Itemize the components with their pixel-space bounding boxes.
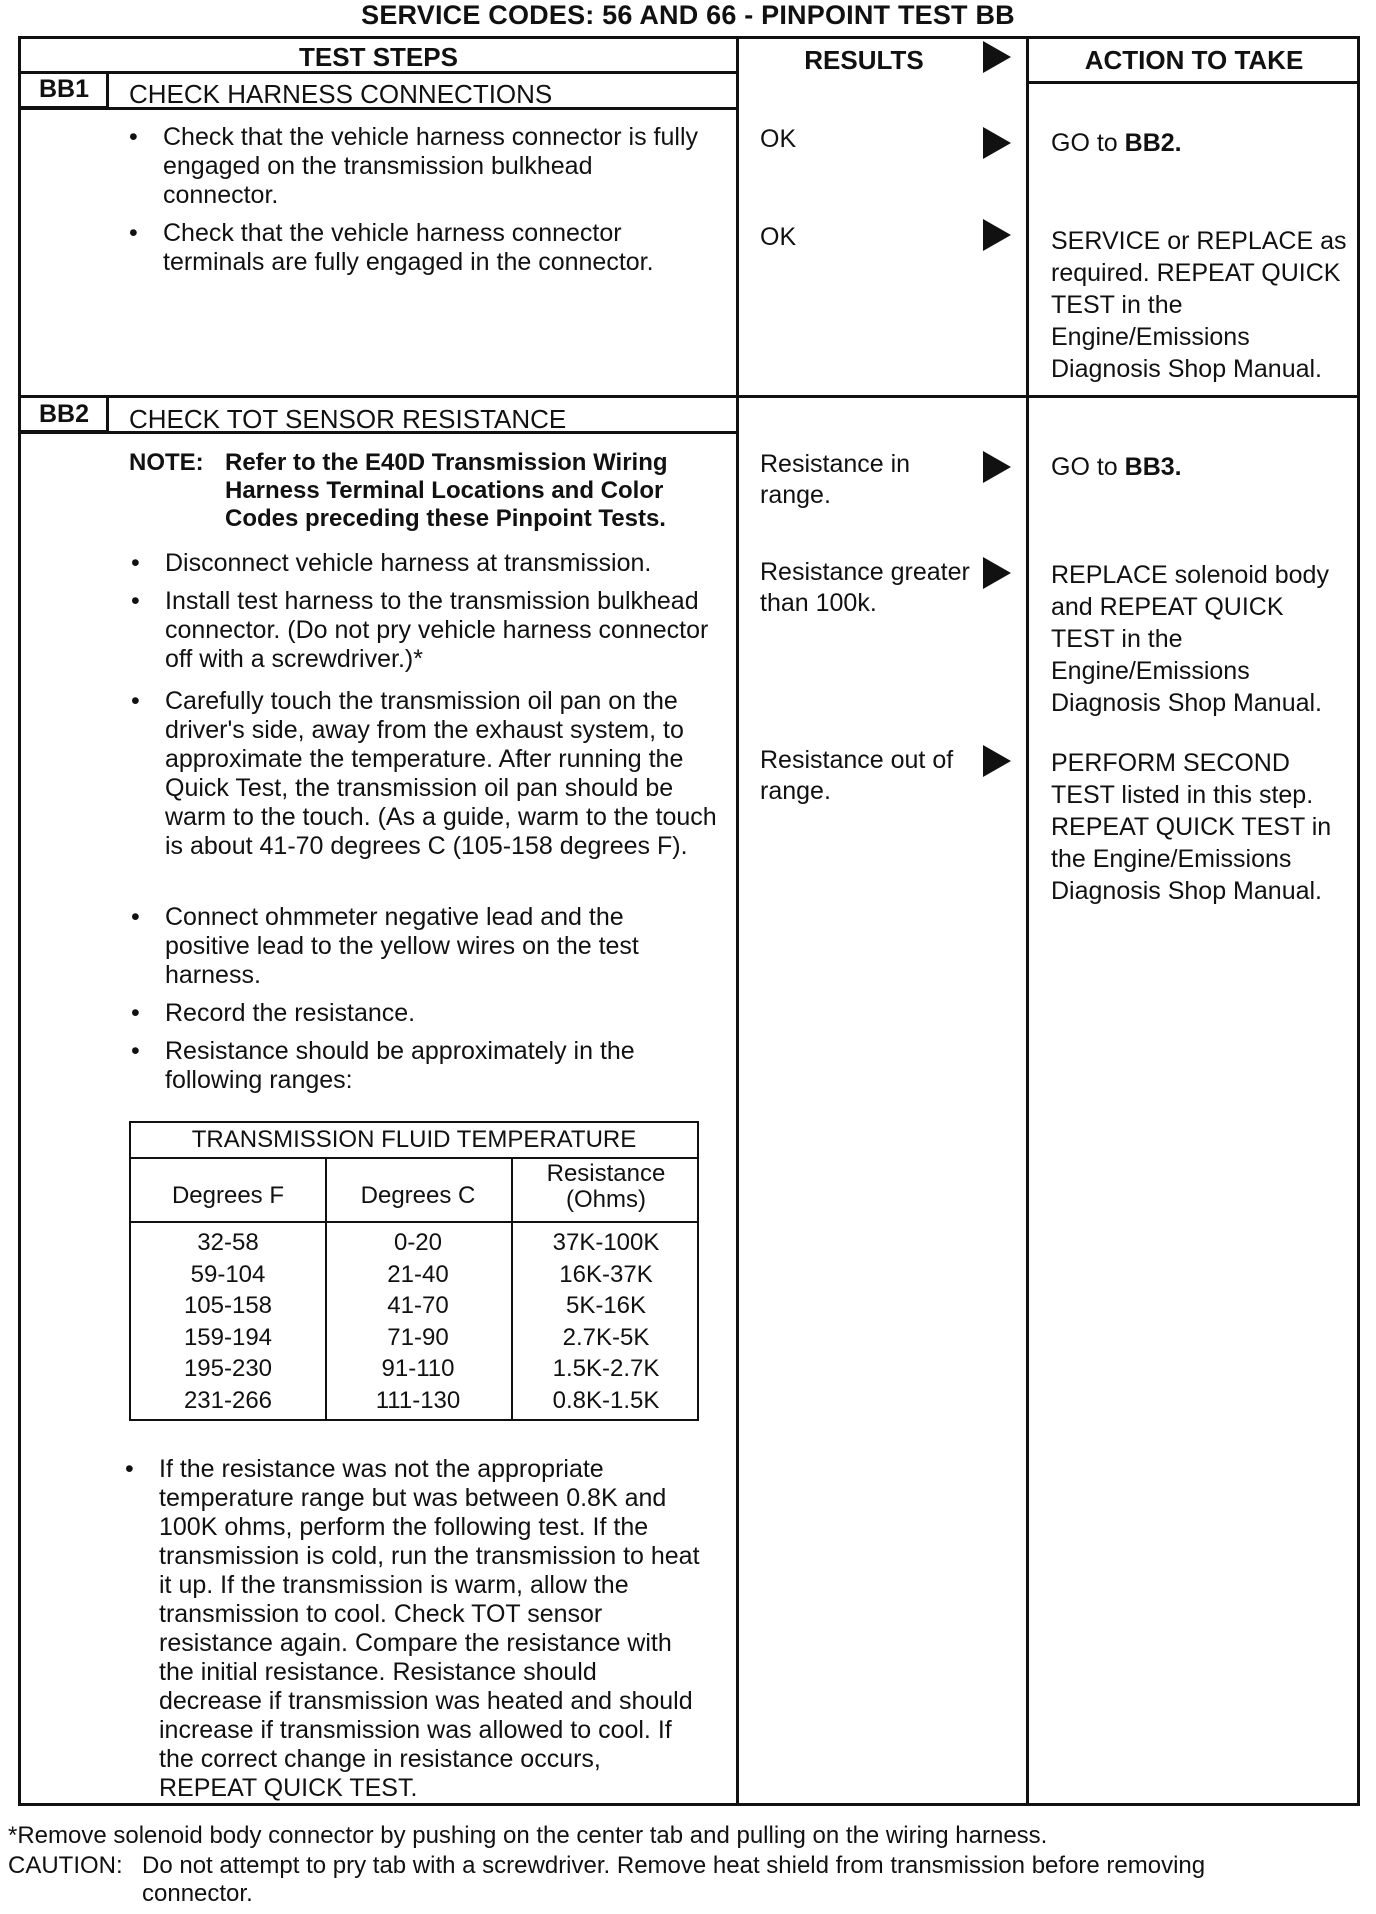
- temperature-table-caption: TRANSMISSION FLUID TEMPERATURE: [131, 1123, 697, 1159]
- table-cell: 21-40: [387, 1260, 449, 1288]
- bb2-result-3: Resistance out of range.: [760, 746, 954, 805]
- table-cell: 111-130: [375, 1386, 461, 1414]
- table-cell: 37K-100K: [552, 1229, 660, 1256]
- bb2-bullet-1: • Disconnect vehicle harness at transmission.: [165, 549, 710, 578]
- bb1-bullet-2: • Check that the vehicle harness connector terminals are fully engaged in the connector.: [163, 219, 708, 277]
- table-cell: 59-104: [190, 1260, 266, 1288]
- temperature-table-col-divider: [511, 1157, 513, 1419]
- bb2-action-2: REPLACE solenoid body and REPEAT QUICK TEST in the Engine/Emissions Diagnosis Shop Manual.: [1051, 561, 1329, 717]
- bb2-result-1-arrow-icon: [983, 451, 1011, 483]
- temperature-table-col-f: [131, 1227, 325, 1416]
- bb1-step-id: BB1: [38, 75, 89, 103]
- temperature-table-col-ohms: [515, 1227, 697, 1416]
- column-divider-action: [1026, 39, 1029, 1803]
- table-cell: 32-58: [197, 1229, 259, 1256]
- bb2-title-divider: [21, 431, 736, 434]
- table-cell: 5K-16K: [565, 1292, 647, 1319]
- header-action: ACTION TO TAKE: [1084, 45, 1304, 75]
- bb2-bullet-6: • Resistance should be approximately in the following ranges:: [165, 1037, 710, 1095]
- bb1-action-2: SERVICE or REPLACE as required. REPEAT QUICK TEST in the Engine/Emissions Diagnosis Shop Manual.: [1051, 227, 1347, 383]
- bb2-final-bullet: • If the resistance was not the appropriate temperature range but was between 0.8K and 100K ohms, perform the following test. If the transmission is cold, run the transmission to heat it up. If the transmission is warm, allow the transmission to cool. Check TOT sensor resistance again. Compare the resistance with the initial resistance. Resistance should decrease if transmission was heated and should increase if transmission was allowed to cool. If the correct change in resistance occurs, REPEAT QUICK TEST.: [159, 1455, 704, 1803]
- bb1-result-1-arrow-icon: [983, 127, 1011, 159]
- table-cell: 71-90: [387, 1323, 449, 1351]
- header-arrow-icon: [983, 41, 1011, 73]
- bb2-action-1: GO to BB3.: [1051, 453, 1182, 481]
- temperature-table-header-divider: [131, 1221, 697, 1223]
- table-cell: 105-158: [183, 1292, 273, 1319]
- bb2-result-2: Resistance greater than 100k.: [760, 558, 970, 617]
- temperature-table: [129, 1121, 699, 1421]
- bb2-action-3: PERFORM SECOND TEST listed in this step. REPEAT QUICK TEST in the Engine/Emissions Diagnosis Shop Manual.: [1051, 749, 1332, 905]
- header-results: RESULTS: [804, 45, 924, 75]
- temperature-table-col-c: [325, 1227, 511, 1416]
- table-cell: 159-194: [183, 1323, 273, 1351]
- table-cell: 91-110: [381, 1355, 455, 1382]
- bb2-step-id: BB2: [38, 400, 89, 428]
- bb2-result-3-arrow-icon: [983, 745, 1011, 777]
- caution-label: CAUTION:: [8, 1852, 123, 1879]
- bb2-bullet-4: • Connect ohmmeter negative lead and the positive lead to the yellow wires on the test harness.: [165, 903, 710, 990]
- footnote-remove-connector: *Remove solenoid body connector by pushing on the center tab and pulling on the wiring harness.: [8, 1822, 1048, 1849]
- bb1-result-2-arrow-icon: [983, 219, 1011, 251]
- bb1-title-divider: [21, 107, 736, 110]
- bb2-note-label: NOTE:: [129, 449, 204, 476]
- column-divider-results: [736, 39, 739, 1803]
- page-title: SERVICE CODES: 56 AND 66 - PINPOINT TEST BB: [361, 0, 1015, 30]
- table-cell: 0-20: [393, 1229, 443, 1256]
- table-cell: 16K-37K: [559, 1260, 653, 1288]
- caution-text: Do not attempt to pry tab with a screwdriver. Remove heat shield from transmission before removing connector.: [142, 1852, 1206, 1907]
- table-cell: 41-70: [387, 1292, 449, 1319]
- bb2-step-title: CHECK TOT SENSOR RESISTANCE: [129, 404, 567, 434]
- bb2-result-2-arrow-icon: [983, 557, 1011, 589]
- table-cell: 231-266: [183, 1386, 273, 1414]
- pinpoint-test-table: [18, 36, 1360, 1806]
- bb2-bullet-3: • Carefully touch the transmission oil pan on the driver's side, away from the exhaust system, to approximate the temperature. After running the Quick Test, the transmission oil pan should be warm to the touch. (As a guide, warm to the touch is about 41-70 degrees C (105-158 degrees F).: [165, 687, 720, 861]
- table-cell: 1.5K-2.7K: [552, 1355, 660, 1382]
- bb1-step-title: CHECK HARNESS CONNECTIONS: [129, 79, 553, 109]
- header-divider-steps: [21, 71, 736, 74]
- bb1-action-1: GO to BB2.: [1051, 129, 1182, 157]
- bb2-bullet-5: • Record the resistance.: [165, 999, 710, 1028]
- bb1-result-2: OK: [760, 223, 797, 251]
- table-cell: 0.8K-1.5K: [552, 1386, 660, 1414]
- bb2-bullet-2: • Install test harness to the transmission bulkhead connector. (Do not pry vehicle harness connector off with a screwdriver.)*: [165, 587, 710, 674]
- temperature-table-header-c: Degrees C: [360, 1182, 476, 1209]
- table-cell: 195-230: [183, 1355, 273, 1382]
- table-cell: 2.7K-5K: [562, 1323, 650, 1351]
- bb1-result-1: OK: [760, 125, 797, 153]
- bb1-bullet-1: • Check that the vehicle harness connector is fully engaged on the transmission bulkhead connector.: [163, 123, 708, 210]
- temperature-table-header-ohms: Resistance (Ohms): [546, 1160, 666, 1213]
- temperature-table-header-f: Degrees F: [171, 1182, 285, 1209]
- section-divider: [21, 395, 1360, 398]
- bb2-result-1: Resistance in range.: [760, 450, 911, 509]
- header-test-steps: TEST STEPS: [299, 42, 458, 72]
- header-divider-action: [1026, 81, 1360, 84]
- bb2-note-text: Refer to the E40D Transmission Wiring Harness Terminal Locations and Color Codes preceding these Pinpoint Tests.: [225, 449, 668, 532]
